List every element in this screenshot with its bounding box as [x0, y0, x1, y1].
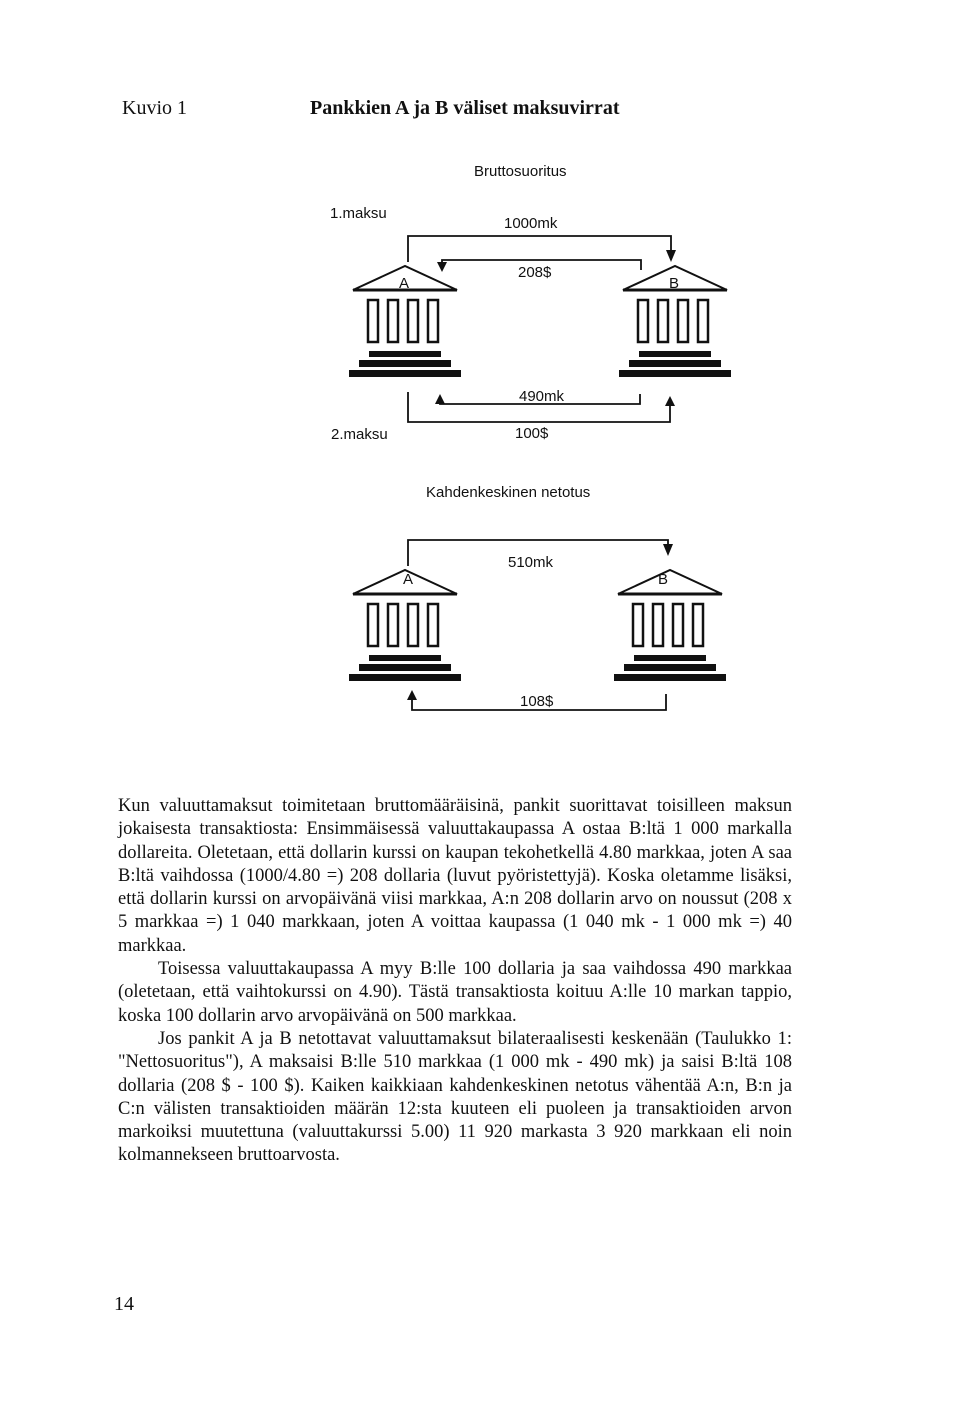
payment1-amount-mk: 1000mk: [504, 215, 558, 232]
payment1-amount-usd: 208$: [518, 264, 552, 281]
net-amount-mk: 510mk: [508, 554, 554, 571]
paragraph-second-trade: Toisessa valuuttakaupassa A myy B:lle 100 dollaria ja saa vaihdossa 490 markkaa (oletetaan, että vaihtokurssi on 4.90). Tästä transaktiosta koituu A:lle 10 markan tappio, koska 100 dollarin arvo arvopäivänä on 500 markkaa.: [118, 959, 792, 1026]
bank-b-net-label: B: [658, 571, 669, 588]
payment1-arrow: [408, 236, 676, 262]
gross-heading: Bruttosuoritus: [474, 163, 567, 180]
payment2-amount-mk: 490mk: [519, 388, 565, 405]
net-heading: Kahdenkeskinen netotus: [426, 484, 591, 501]
bank-a-net-label: A: [403, 571, 414, 588]
bank-a-gross-label: A: [399, 275, 410, 292]
bank-b-net-icon: [614, 570, 726, 681]
page-number: 14: [114, 1293, 134, 1315]
figure-title: Pankkien A ja B väliset maksuvirrat: [310, 97, 620, 119]
body-text: [118, 795, 792, 1168]
bank-b-gross-label: B: [669, 275, 680, 292]
payment2-amount-usd: 100$: [515, 425, 549, 442]
paragraph-gross-explanation: Kun valuuttamaksut toimitetaan bruttomääräisinä, pankit suorittavat toisilleen maksun jokaisesta transaktiosta: Ensimmäisessä valuuttakaupassa A ostaa B:ltä 1 000 markalla dollareita. Oletetaan, että dollarin kurssi on kaupan tekohetkellä 4.80 markkaa, joten A saa B:ltä vaihdossa (1000/4.80 =) 208 dollaria (luvut pyöristettyjä). Koska oletamme lisäksi, että dollarin kurssi on arvopäivänä viisi markkaa, A:n 208 dollarin arvo on noussut (208 x 5 markkaa =) 1 040 markkaan, joten A voittaa kaupassa (1 040 mk - 1 000 mk =) 40 markkaa.: [118, 796, 792, 956]
figure-label: Kuvio 1: [122, 97, 187, 119]
net-amount-usd: 108$: [520, 693, 554, 710]
paragraph-netting: Jos pankit A ja B netottavat valuuttamaksut bilateraalisesti keskenään (Taulukko 1: "Nettosuoritus"), A maksaisi B:lle 510 markkaa (1 000 mk - 490 mk) ja saisi B:ltä 108 dollaria (208 $ - 100 $). Kaiken kaikkiaan kahdenkeskinen netotus vähentää A:n, B:n ja C:n välisten transaktioiden määrän 12:sta kuuteen eli puoleen ja transaktioiden arvon markoiksi muutettuna (valuuttakurssi 5.00) 11 920 markasta 3 920 markkaan eli noin kolmannekseen bruttoarvosta.: [118, 1028, 792, 1166]
payment2-label: 2.maksu: [331, 426, 388, 443]
payment1-label: 1.maksu: [330, 205, 387, 222]
